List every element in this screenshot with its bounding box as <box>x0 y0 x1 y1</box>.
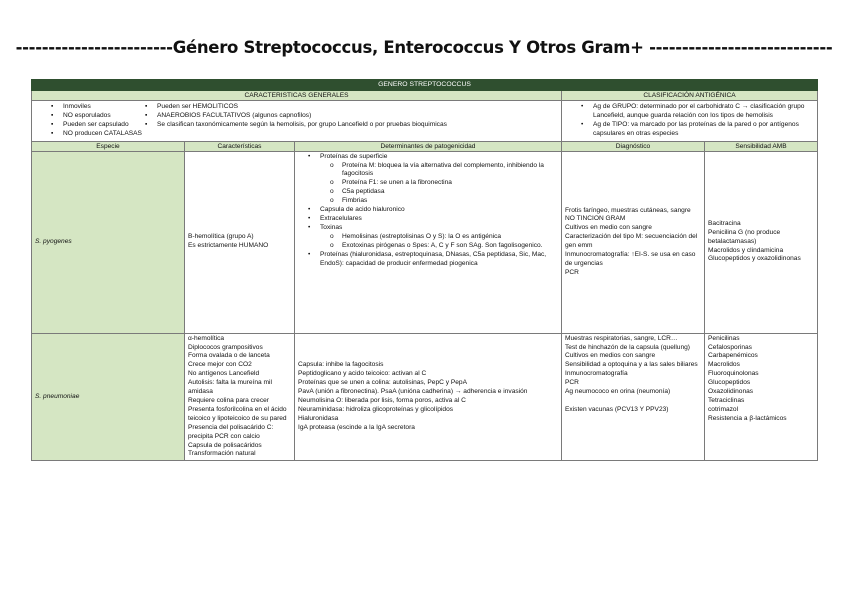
text-line: Penicilina G (no produce betalactamasas) <box>708 228 781 245</box>
diagnostico-cell <box>562 151 705 333</box>
table-main-header-row <box>32 80 818 91</box>
list-item: ▪ Inmoviles <box>51 103 91 110</box>
generales-list-2 <box>143 103 558 139</box>
list-item: ▪ NO producen CATALASAS <box>51 129 142 137</box>
text-line: Cultivos en medios con sangre <box>565 352 656 360</box>
text-line: Inmunocromatografía: ↑EI-S. se usa en caso de urgencias <box>565 251 696 267</box>
list-item: ▪ NO esporulados <box>51 111 111 119</box>
text-line: Fluoroquinolonas <box>708 370 759 378</box>
patogenicidad-cell <box>295 151 562 333</box>
clasificacion-list <box>565 103 814 139</box>
list-item: • Ag de TIPO: va marcado por las proteínas de la pared o por antígenos capsulares en otras especies <box>581 120 799 137</box>
text-line: PavA (unión a fibronectina). PsaA (unióna cadherina) → adherencia e invasión <box>298 388 528 396</box>
text-line: Capsula: inhibe la fagocitosis <box>298 361 384 369</box>
text-line: Glucopeptidos y oxazolidinonas <box>708 255 801 263</box>
text-line: Transformación natural <box>188 450 256 458</box>
list-item: • Proteínas (hialuronidasa, estreptoquinasa, DNasas, C5a peptidasa, Sic, Mac, EndoS): capacidad de producir enfermedad piogenica <box>308 250 547 267</box>
caracteristicas-cell <box>185 333 295 461</box>
list-item: o Hemolisinas (estreptolisinas O y S): la O es antigénica <box>330 232 502 240</box>
text-line: Penicilinas <box>708 334 740 342</box>
column-header: Determinantes de patogenicidad <box>295 141 562 151</box>
list-item: o Proteína F1: se unen a la fibronectina <box>330 179 452 187</box>
text-line: Es estrictamente HUMANO <box>188 242 269 250</box>
text-line: α-hemolítica <box>188 334 225 342</box>
text-line: PCR <box>565 268 579 276</box>
generales-cell <box>32 101 562 142</box>
text-line: Inmunocromatografía <box>565 370 628 378</box>
text-line: Sensibilidad a optoquina y a las sales biliares <box>565 361 698 369</box>
text-line: Presencia del polisacárido C: precipita PCR con calcio <box>188 423 274 440</box>
text-line: Capsula de polisacáridos <box>188 441 262 449</box>
species-cell: S. pyogenes <box>32 151 185 333</box>
text-line: Resistencia a β-lactámicos <box>708 414 787 422</box>
page-title: ------------------------Género Streptococcus, Enterococcus Y Otros Gram+ ---------------------------- <box>15 38 833 57</box>
generales-list-1 <box>35 103 143 139</box>
column-header: Sensibilidad AMB <box>705 141 818 151</box>
table-row <box>32 333 818 461</box>
caracteristicas-cell <box>185 151 295 333</box>
patogenicidad-list <box>298 153 558 269</box>
clasificacion-header: CLASIFICACIÓN ANTIGÉNICA <box>562 91 818 101</box>
streptococcus-table <box>31 79 818 461</box>
list-item: o Proteína M: bloquea la vía alternativa del complemento, inhibiendo la fagocitosis <box>330 161 544 178</box>
table-row <box>32 151 818 333</box>
text-line: Test de hinchazón de la capsula (quellung) <box>565 343 690 351</box>
text-line: Diplococos grampositivos <box>188 343 263 351</box>
text-line: Frotis faríngeo, muestras cutáneas, sangre <box>565 206 691 214</box>
text-line-spacer <box>565 397 701 406</box>
list-item: ▪ Se clasifican taxonómicamente según la hemolisis, por grupo Lancefield o por pruebas bioquimicas <box>145 120 447 128</box>
clasificacion-cell <box>562 101 818 142</box>
text-line: Glucopeptidos <box>708 379 751 387</box>
generales-header: CARACTERISTICAS GENERALES <box>32 91 562 101</box>
text-line: Crece mejor con CO2 <box>188 361 252 369</box>
text-line: Forma ovalada o de lanceta <box>188 352 270 360</box>
text-line: Presenta fosforilcolina en el ácido teicoico y lipoteicoico de su pared <box>188 405 287 422</box>
text-line: No antígenos Lancefield <box>188 370 260 378</box>
species-cell: S. pneumoniae <box>32 333 185 461</box>
text-line: Muestras respiratorias, sangre, LCR… <box>565 334 678 342</box>
general-info-row <box>32 101 818 142</box>
patogenicidad-cell <box>295 333 562 461</box>
list-item: • Capsula de acido hialuronico <box>308 206 405 214</box>
table-sub-header-row <box>32 91 818 101</box>
text-line: Neuraminidasa: hidroliza glicoproteínas y glicolípidos <box>298 405 454 413</box>
text-line: Cefalosporinas <box>708 343 752 351</box>
text-line: Oxazolidinonas <box>708 388 754 396</box>
column-header-row <box>32 141 818 151</box>
text-line: Macrolidos y clindamicina <box>708 246 784 254</box>
text-line: cotrimazol <box>708 405 739 413</box>
text-line: Bacitracina <box>708 219 741 227</box>
list-item: ▪ Pueden ser capsulado <box>51 120 129 128</box>
text-line: Cultivos en medio con sangre <box>565 224 652 232</box>
column-header: Especie <box>32 141 185 151</box>
text-line: PCR <box>565 379 579 387</box>
list-item: • Extracelulares <box>308 214 362 222</box>
list-item: • Toxinas <box>308 223 343 231</box>
list-item: ▪ ANAEROBIOS FACULTATIVOS (algunos capnofilos) <box>145 111 312 119</box>
text-line: Peptidoglicano y acido teicoico: activan al C <box>298 370 427 378</box>
text-line: NO TINCION GRAM <box>565 215 626 223</box>
text-line: Caracterización del tipo M: secuenciación del gen emm <box>565 233 698 250</box>
text-line: Neumolisina O: liberada por lisis, forma poros, activa al C <box>298 396 466 404</box>
main-header: GENERO STREPTOCOCCUS <box>32 80 818 91</box>
list-item: ▪ Pueden ser HEMOLITICOS <box>145 103 238 110</box>
list-item: o Fimbrias <box>330 197 368 205</box>
text-line: Carbapenémicos <box>708 352 758 360</box>
text-line: Requiere colina para crecer <box>188 396 269 404</box>
list-item: • Ag de GRUPO: determinado por el carbohidrato C → clasificación grupo Lancefield, aunque guarda relación con los tipos de hemolisis <box>581 103 805 119</box>
text-line: Macrolidos <box>708 361 740 369</box>
text-line: B-hemolítica (grupo A) <box>188 233 254 241</box>
list-item: • Proteínas de superficie <box>308 152 388 160</box>
text-line: Hialuronidasa <box>298 414 339 422</box>
text-line: Existen vacunas (PCV13 Y PPV23) <box>565 405 669 413</box>
column-header: Características <box>185 141 295 151</box>
list-item: o C5a peptidasa <box>330 188 385 196</box>
text-line: Tetraciclinas <box>708 396 745 404</box>
diagnostico-cell <box>562 333 705 461</box>
sensibilidad-cell <box>705 333 818 461</box>
sensibilidad-cell <box>705 151 818 333</box>
list-item: o Exotoxinas pirógenas o Spes: A, C y F son SAg. Son fagolisogenico. <box>330 241 543 249</box>
text-line: IgA proteasa (escinde a la IgA secretora <box>298 423 415 431</box>
text-line: Ag neumococo en orina (neumonía) <box>565 388 671 396</box>
column-header: Diagnóstico <box>562 141 705 151</box>
text-line: Proteínas que se unen a colina: autolisinas, PepC y PepA <box>298 379 467 387</box>
text-line: Autolisis: falta la mureína mil amidasa <box>188 379 272 396</box>
